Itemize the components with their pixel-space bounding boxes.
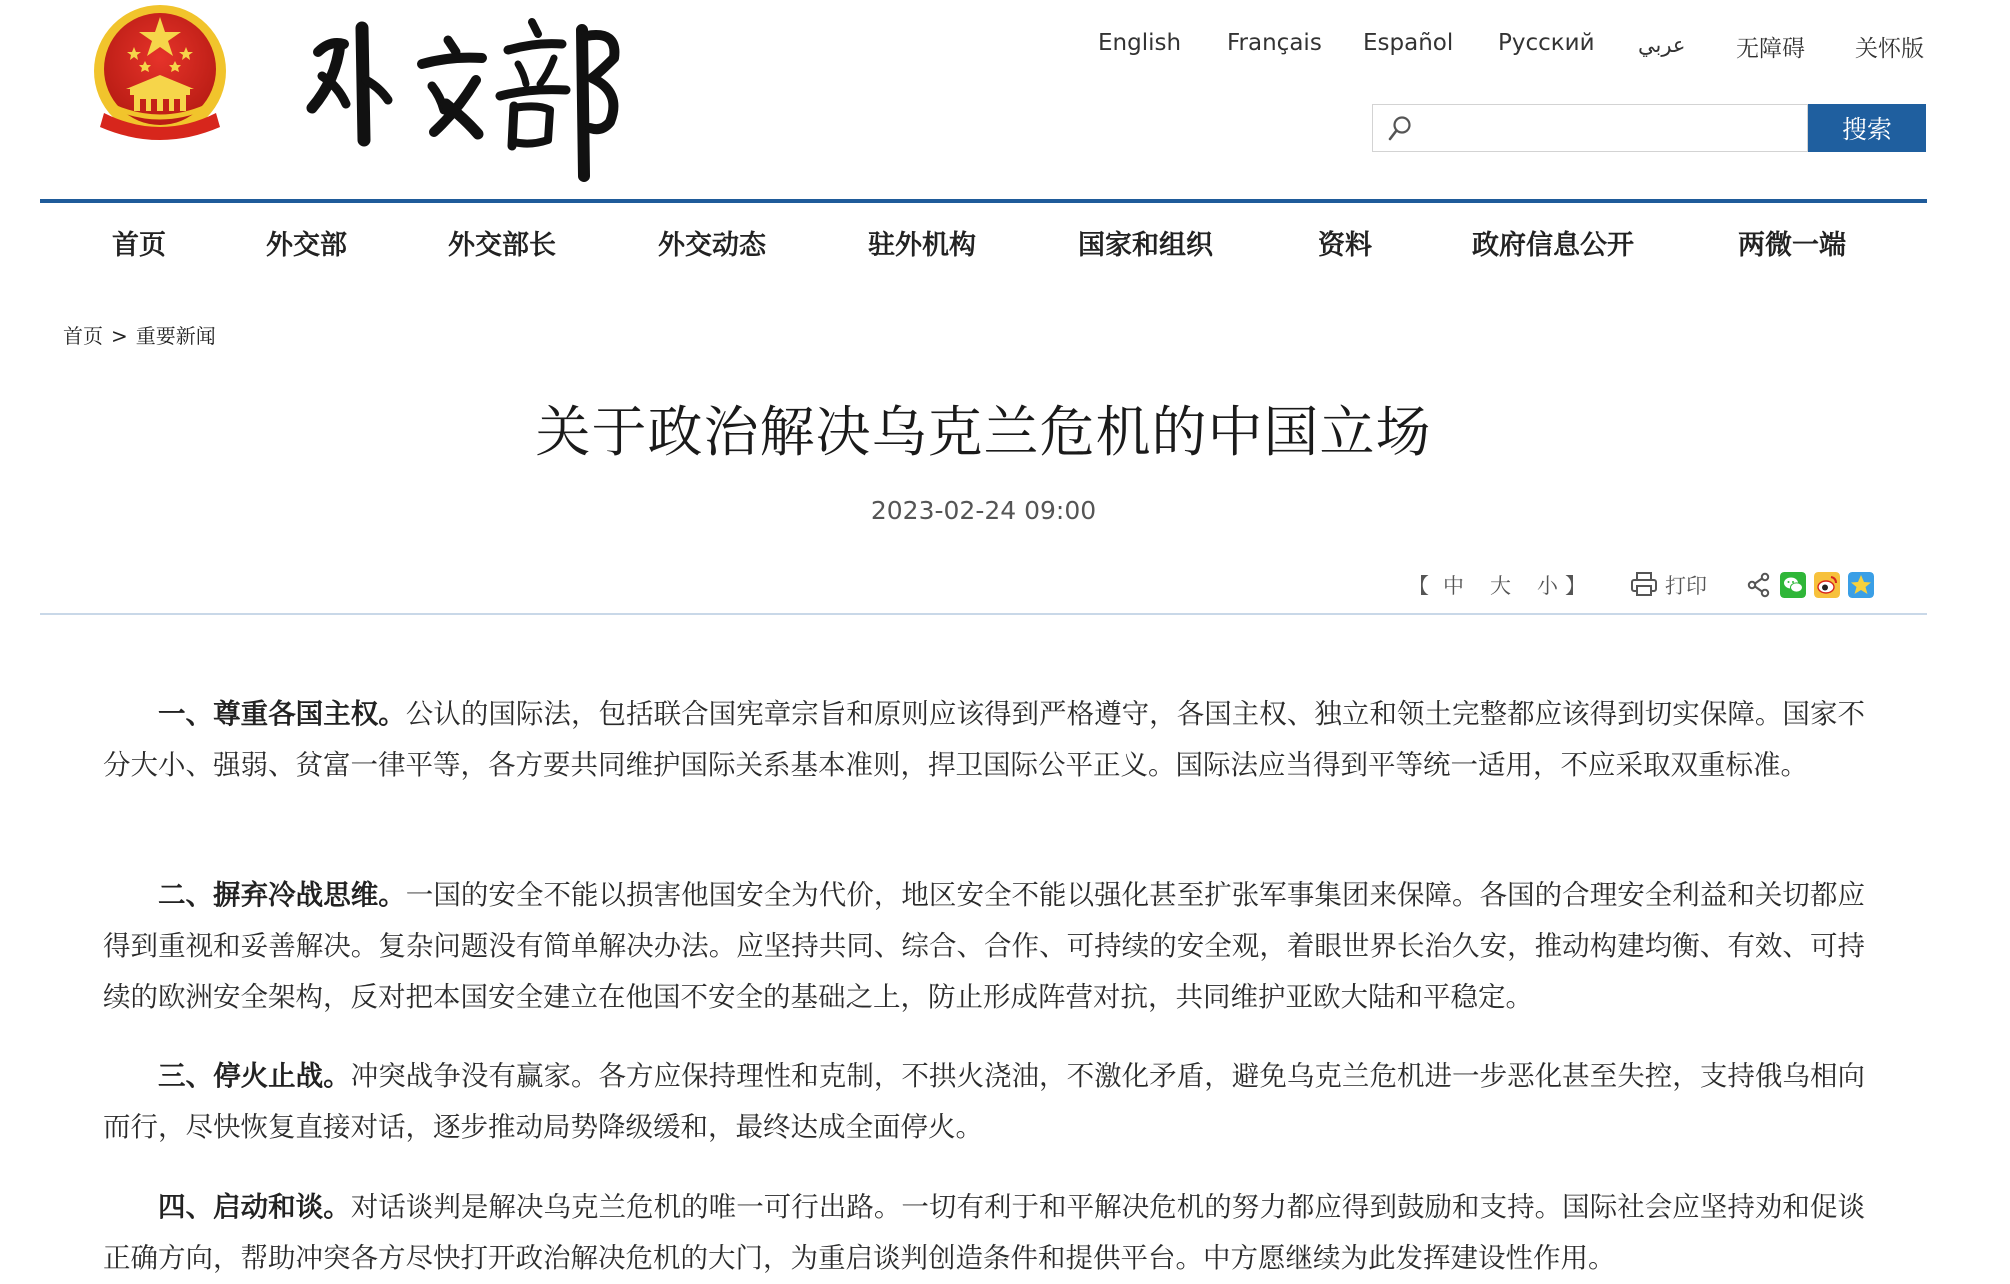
breadcrumb-separator: > <box>111 324 128 348</box>
lang-english-link[interactable]: English <box>1098 30 1182 56</box>
accessibility-link[interactable]: 无障碍 <box>1736 36 1805 62</box>
nav-item-home[interactable]: 首页 <box>112 230 166 261</box>
paragraph-text: 公认的国际法，包括联合国宪章宗旨和原则应该得到严格遵守，各国主权、独立和领土完整都应该得到切实保障。国家不分大小、强弱、贫富一律平等，各方要共同维护国际关系基本准则，捍卫国际公平正义。国际法应当得到平等统一适用，不应采取双重标准。 <box>103 698 1865 781</box>
content-divider <box>40 613 1927 615</box>
article-paragraph-3 <box>103 1051 1865 1153</box>
article-paragraph-1 <box>103 689 1865 791</box>
nav-item-countries[interactable]: 国家和组织 <box>1078 230 1213 261</box>
printer-icon[interactable] <box>1630 570 1658 598</box>
paragraph-heading: 四、启动和谈。 <box>158 1191 351 1223</box>
share-icon[interactable] <box>1746 572 1772 598</box>
lang-russian-link[interactable]: Русский <box>1498 30 1595 56</box>
font-size-bracket-close: 】 <box>1565 574 1586 598</box>
font-size-large-button[interactable]: 大 <box>1490 574 1511 598</box>
search-button[interactable]: 搜索 <box>1808 104 1926 152</box>
article-paragraph-4 <box>103 1182 1865 1284</box>
nav-item-activities[interactable]: 外交动态 <box>658 230 766 261</box>
publish-date: 2023-02-24 09:00 <box>870 496 1097 525</box>
nav-item-ministry[interactable]: 外交部 <box>266 230 347 261</box>
paragraph-heading: 二、摒弃冷战思维。 <box>158 879 406 911</box>
breadcrumb <box>63 320 216 349</box>
nav-top-rule <box>40 199 1927 203</box>
article-paragraph-2 <box>103 870 1865 1023</box>
page-title: 关于政治解决乌克兰危机的中国立场 <box>535 400 1432 464</box>
nav-item-social[interactable]: 两微一端 <box>1738 230 1846 261</box>
lang-arabic-link[interactable]: عربي <box>1638 33 1686 57</box>
paragraph-text: 一国的安全不能以损害他国安全为代价，地区安全不能以强化甚至扩张军事集团来保障。各国的合理安全利益和关切都应得到重视和妥善解决。复杂问题没有简单解决办法。应坚持共同、综合、合作、可持续的安全观，着眼世界长治久安，推动构建均衡、有效、可持续的欧洲安全架构，反对把本国安全建立在他国不安全的基础之上，防止形成阵营对抗，共同维护亚欧大陆和平稳定。 <box>103 879 1865 1013</box>
qzone-icon[interactable] <box>1848 572 1874 598</box>
weibo-icon[interactable] <box>1814 572 1840 598</box>
paragraph-text: 对话谈判是解决乌克兰危机的唯一可行出路。一切有利于和平解决危机的努力都应得到鼓励和支持。国际社会应坚持劝和促谈正确方向，帮助冲突各方尽快打开政治解决危机的大门，为重启谈判创造条件和提供平台。中方愿继续为此发挥建设性作用。 <box>103 1191 1865 1274</box>
nav-item-minister[interactable]: 外交部长 <box>448 230 556 261</box>
font-size-medium-button[interactable]: 中 <box>1443 574 1464 598</box>
lang-spanish-link[interactable]: Español <box>1363 30 1454 56</box>
search-icon <box>1387 115 1413 143</box>
national-emblem-icon <box>90 3 230 145</box>
nav-item-gov-info[interactable]: 政府信息公开 <box>1472 230 1634 261</box>
paragraph-heading: 三、停火止战。 <box>158 1060 351 1092</box>
nav-item-missions[interactable]: 驻外机构 <box>868 230 976 261</box>
lang-french-link[interactable]: Français <box>1227 30 1322 56</box>
font-size-small-button[interactable]: 小 <box>1537 574 1558 598</box>
print-button[interactable]: 打印 <box>1665 574 1707 598</box>
font-size-bracket-open: 【 <box>1408 574 1429 598</box>
search-box <box>1372 104 1808 152</box>
wechat-icon[interactable] <box>1780 572 1806 598</box>
nav-item-resources[interactable]: 资料 <box>1318 230 1372 261</box>
breadcrumb-current[interactable]: 重要新闻 <box>135 324 216 348</box>
search-input[interactable] <box>1423 109 1797 149</box>
elderly-care-mode-link[interactable]: 关怀版 <box>1855 36 1924 62</box>
paragraph-heading: 一、尊重各国主权。 <box>158 698 406 730</box>
site-logo-calligraphy <box>300 0 650 185</box>
breadcrumb-home[interactable]: 首页 <box>63 324 103 348</box>
paragraph-text: 冲突战争没有赢家。各方应保持理性和克制，不拱火浇油，不激化矛盾，避免乌克兰危机进一步恶化甚至失控，支持俄乌相向而行，尽快恢复直接对话，逐步推动局势降级缓和，最终达成全面停火。 <box>103 1060 1865 1143</box>
